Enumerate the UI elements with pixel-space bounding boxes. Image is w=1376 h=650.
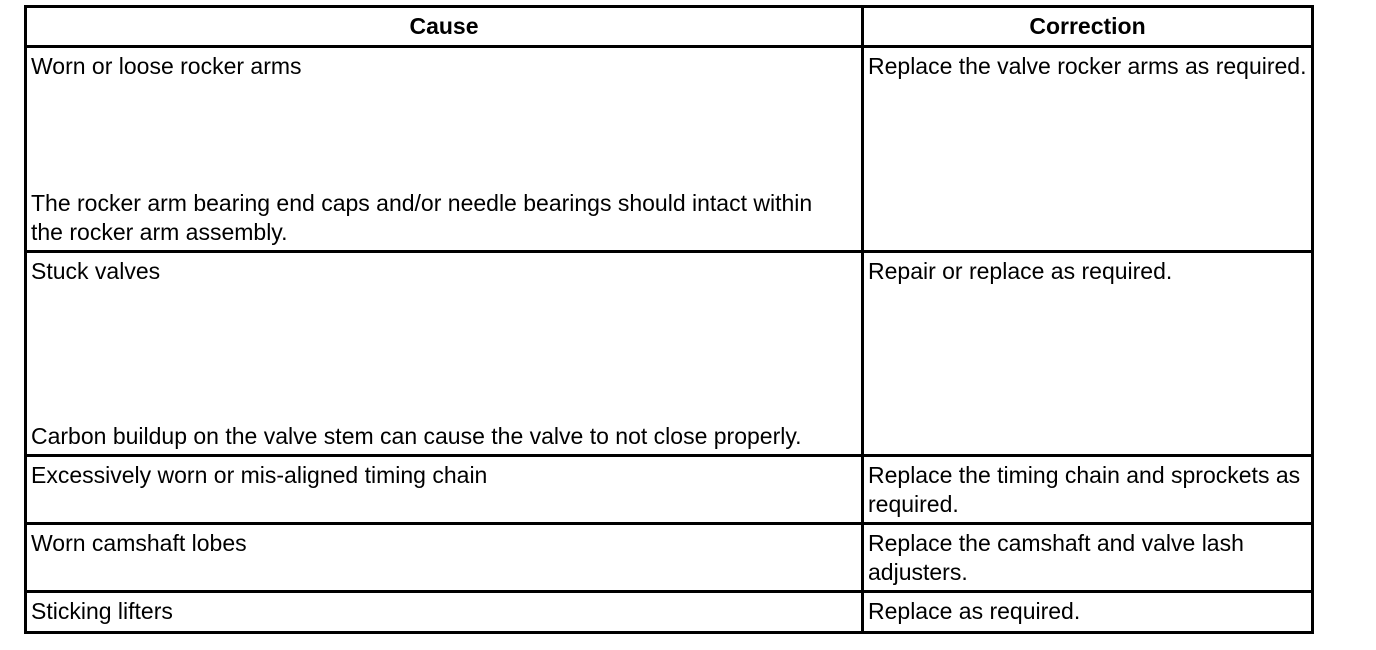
correction-text: Replace the camshaft and valve lash adjusters. [868, 530, 1244, 585]
header-row [26, 7, 1313, 47]
table-row [26, 456, 1313, 524]
correction-text: Replace as required. [868, 598, 1081, 624]
table-row [26, 524, 1313, 592]
cause-cell [26, 592, 863, 633]
correction-cell [863, 592, 1313, 633]
correction-text: Repair or replace as required. [868, 258, 1173, 284]
correction-text: Replace the valve rocker arms as required. [868, 53, 1307, 79]
correction-header: Correction [863, 7, 1313, 47]
correction-cell [863, 252, 1313, 456]
cause-cell [26, 47, 863, 252]
cause-cell [26, 456, 863, 524]
cause-text: Stuck valves [31, 258, 161, 284]
cause-note: Carbon buildup on the valve stem can cause the valve to not close properly. [31, 423, 802, 449]
cause-text: Excessively worn or mis-aligned timing chain [31, 462, 488, 488]
cause-cell [26, 524, 863, 592]
table-row [26, 47, 1313, 252]
correction-text: Replace the timing chain and sprockets as required. [868, 462, 1301, 517]
correction-cell [863, 47, 1313, 252]
cause-header: Cause [26, 7, 863, 47]
correction-cell [863, 456, 1313, 524]
table-row [26, 252, 1313, 456]
correction-cell [863, 524, 1313, 592]
cause-text: Sticking lifters [31, 598, 173, 624]
cause-cell [26, 252, 863, 456]
cause-text: Worn camshaft lobes [31, 530, 247, 556]
diagnostic-table [24, 5, 1314, 634]
table-row [26, 592, 1313, 633]
cause-note: The rocker arm bearing end caps and/or needle bearings should intact within the rocker arm assembly. [31, 190, 813, 245]
cause-text: Worn or loose rocker arms [31, 53, 302, 79]
